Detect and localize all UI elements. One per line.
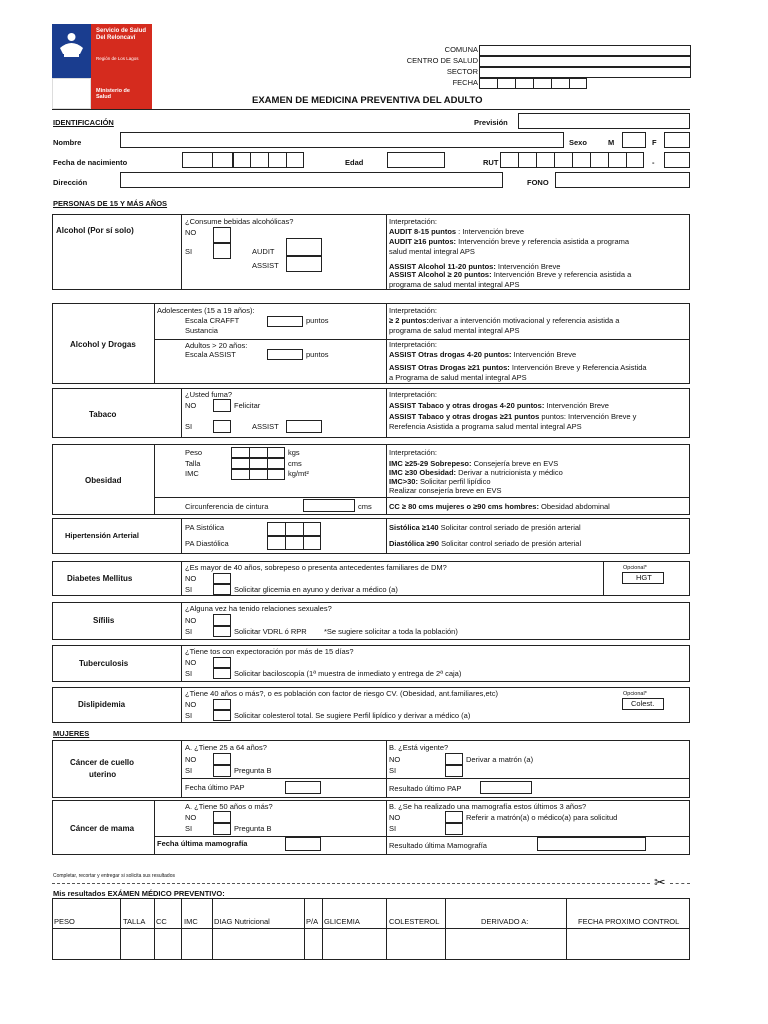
- alcohol-interp-6: programa de salud mental integral APS: [389, 280, 520, 289]
- rut-divider: [536, 152, 537, 168]
- tabaco-assist-label: ASSIST: [252, 422, 279, 431]
- tbc-question: ¿Tiene tos con expectoración por más de 15 días?: [185, 647, 354, 656]
- tabaco-interp-title: Interpretación:: [389, 390, 437, 399]
- diabetes-accion: Solicitar glicemia en ayuno y derivar a médico (a): [234, 585, 398, 594]
- diabetes-label: Diabetes Mellitus: [67, 574, 133, 583]
- logo-white-bar: [52, 78, 91, 109]
- dislip-accion: Solicitar colesterol total. Se sugiere Perfil lipídico y derivar a médico (a): [234, 711, 471, 720]
- nombre-field[interactable]: [120, 132, 564, 148]
- sector-field[interactable]: [479, 67, 691, 78]
- audit-field[interactable]: [286, 238, 322, 256]
- section-divider: [181, 645, 182, 682]
- mujeres-heading: MUJERES: [53, 729, 90, 738]
- hgt-label: HGT: [636, 573, 652, 582]
- section-divider: [181, 518, 182, 554]
- table-divider: [566, 898, 567, 960]
- imc-divider: [267, 469, 268, 480]
- circunferencia-field[interactable]: [303, 499, 355, 512]
- section-divider: [386, 740, 387, 798]
- alcohol-label: Alcohol (Por sí solo): [56, 226, 134, 235]
- obesidad-interp-2-b: IMC ≥30 Obesidad:: [389, 468, 457, 477]
- table-divider: [120, 898, 121, 960]
- diabetes-question: ¿Es mayor de 40 años, sobrepeso o presenta antecedentes familiares de DM?: [185, 563, 447, 572]
- logo-ministry: Ministerio de Salud: [96, 88, 130, 101]
- cancer-mama-label: Cáncer de mama: [70, 824, 135, 833]
- section-divider: [181, 687, 182, 723]
- sexo-m-label: M: [608, 138, 615, 147]
- personas-heading: PERSONAS DE 15 Y MÁS AÑOS: [53, 199, 168, 208]
- diastolica-field[interactable]: [267, 536, 321, 550]
- dislip-no: NO: [185, 700, 197, 709]
- rut-dv-field[interactable]: [664, 152, 690, 168]
- section-divider: [603, 561, 604, 596]
- direccion-field[interactable]: [120, 172, 503, 188]
- peso-divider: [249, 447, 250, 458]
- recortar-instruccion: Completar, recortar y entregar si solicita sus resultados: [53, 873, 175, 879]
- escala-assist-label: Escala ASSIST: [185, 350, 236, 359]
- logo: [52, 24, 152, 109]
- cancer-cu-pregunta-b: Pregunta B: [234, 766, 272, 775]
- obesidad-interp-3: Solicitar perfil lipídico: [417, 477, 491, 486]
- imc-label: IMC: [185, 469, 199, 478]
- cancer-cu-si: SI: [185, 766, 193, 775]
- logo-red-panel: [91, 24, 152, 109]
- col-fecha-control: FECHA PROXIMO CONTROL: [578, 917, 680, 926]
- adultos-label: Adultos > 20 años:: [185, 341, 248, 350]
- col-colesterol: COLESTEROL: [389, 917, 440, 926]
- section-divider: [181, 388, 182, 438]
- tabaco-label: Tabaco: [89, 410, 117, 419]
- cancer-cu-question-a: A. ¿Tiene 25 a 64 años?: [185, 743, 267, 752]
- sexo-label: Sexo: [569, 138, 587, 147]
- fecha-nac-divider: [212, 152, 213, 168]
- table-divider: [181, 898, 182, 960]
- alcohol-interp-5: Intervención Breve y referencia asistida a: [491, 270, 632, 279]
- tabaco-no-checkbox[interactable]: [213, 399, 231, 412]
- resultado-mamografia-label: Resultado última Mamografía: [389, 841, 487, 850]
- rut-label: RUT: [483, 158, 499, 167]
- tabaco-assist-field[interactable]: [286, 420, 322, 433]
- section-divider: [386, 214, 387, 290]
- crafft-label: Escala CRAFFT: [185, 316, 240, 325]
- talla-divider: [267, 458, 268, 469]
- direccion-label: Dirección: [53, 178, 88, 187]
- circunferencia-unit: cms: [358, 502, 372, 511]
- fecha-nac-divider: [286, 152, 287, 168]
- sifilis-si: SI: [185, 627, 193, 636]
- cancer-cu-question-b: B. ¿Está vigente?: [389, 743, 449, 752]
- tabaco-si: SI: [185, 422, 193, 431]
- fecha-divider: [533, 78, 534, 89]
- rut-divider: [518, 152, 519, 168]
- col-peso: PESO: [54, 917, 75, 926]
- drogas-label: Alcohol y Drogas: [70, 340, 136, 349]
- table-divider: [386, 898, 387, 960]
- talla-label: Talla: [185, 459, 201, 468]
- talla-divider: [249, 458, 250, 469]
- sector-label: SECTOR: [446, 67, 478, 76]
- identificacion-heading: IDENTIFICACIÓN: [53, 118, 114, 127]
- page-title: EXAMEN DE MEDICINA PREVENTIVA DEL ADULTO: [252, 95, 483, 106]
- cancer-cu-si-checkbox[interactable]: [213, 765, 231, 777]
- sistolica-divider: [285, 522, 286, 536]
- section-divider: [386, 800, 387, 855]
- drogas-interp-2: programa de salud mental integral APS: [389, 326, 520, 335]
- obesidad-interp-title: Interpretación:: [389, 448, 437, 457]
- cancer-cu-b-si-checkbox[interactable]: [445, 765, 463, 777]
- fecha-mamografia-field[interactable]: [285, 837, 321, 851]
- rut-divider: [590, 152, 591, 168]
- cancer-mama-no: NO: [185, 813, 197, 822]
- section-divider: [181, 214, 182, 290]
- cancer-cu-b-no-checkbox[interactable]: [445, 753, 463, 765]
- obesidad-cc: Obesidad abdominal: [538, 502, 610, 511]
- fecha-mamografia-label: Fecha última mamografía: [157, 839, 248, 848]
- cancer-cu-b-si: SI: [389, 766, 397, 775]
- tabaco-interp-3: Rerefencia Asistida a programa salud mental integral APS: [389, 422, 582, 431]
- imc-divider: [249, 469, 250, 480]
- cancer-cu-label-2: uterino: [89, 770, 117, 779]
- logo-shield: [52, 24, 91, 78]
- col-imc: IMC: [184, 917, 198, 926]
- circunferencia-label: Circunferencia de cintura: [185, 502, 269, 511]
- cut-line-end: [670, 883, 690, 884]
- col-derivado: DERIVADO A:: [481, 917, 529, 926]
- obesidad-label: Obesidad: [85, 476, 122, 485]
- dislip-label: Dislipidemia: [78, 700, 126, 709]
- comuna-label: COMUNA: [444, 45, 478, 54]
- sexo-f-label: F: [652, 138, 657, 147]
- adolescentes-label: Adolescentes (15 a 19 años):: [157, 306, 255, 315]
- resultado-pap-label: Resultado último PAP: [389, 784, 462, 793]
- drogas-interp2-title: Interpretación:: [389, 340, 437, 349]
- kgm2-unit: kg/mt²: [288, 469, 309, 478]
- alcohol-interp-title: Interpretación:: [389, 217, 437, 226]
- peso-divider: [267, 447, 268, 458]
- tabaco-interp-1-b: ASSIST Tabaco y otras drogas 4-20 puntos:: [389, 401, 545, 410]
- table-divider: [304, 898, 305, 960]
- alcohol-question: ¿Consume bebidas alcohólicas?: [185, 217, 294, 226]
- cancer-cu-label-1: Cáncer de cuello: [70, 758, 135, 767]
- fecha-nac-label: Fecha de nacimiento: [53, 158, 128, 167]
- sifilis-label: Sífilis: [93, 616, 115, 625]
- dislip-opcional: Opcional*: [623, 691, 647, 697]
- sexo-f-checkbox[interactable]: [664, 132, 690, 148]
- cancer-mama-question-b: B. ¿Se ha realizado una mamografía estos últimos 3 años?: [389, 802, 587, 811]
- tabaco-interp-2: puntos: Intervención Breve y: [539, 412, 637, 421]
- sifilis-accion: Solicitar VDRL ó RPR: [234, 627, 307, 636]
- tabaco-si-checkbox[interactable]: [213, 420, 231, 433]
- alcohol-no: NO: [185, 228, 197, 237]
- cancer-mama-pregunta-b: Pregunta B: [234, 824, 272, 833]
- kgs-unit: kgs: [288, 448, 300, 457]
- crafft-puntos: puntos: [306, 316, 329, 325]
- resultados-table: [52, 898, 690, 960]
- rut-divider: [572, 152, 573, 168]
- drogas-interp-5: a Programa de salud mental integral APS: [389, 373, 527, 382]
- drogas-interp-3: Intervención Breve: [511, 350, 577, 359]
- nombre-label: Nombre: [53, 138, 82, 147]
- diastolica-divider: [285, 536, 286, 550]
- fecha-label: FECHA: [452, 78, 478, 87]
- tbc-si-checkbox[interactable]: [213, 668, 231, 679]
- peso-label: Peso: [185, 448, 203, 457]
- alcohol-interp-5-b: ASSIST Alcohol ≥ 20 puntos:: [389, 270, 492, 279]
- cancer-cu-no-checkbox[interactable]: [213, 753, 231, 765]
- cancer-mama-b-no-checkbox[interactable]: [445, 811, 463, 823]
- sustancia-label: Sustancia: [185, 326, 218, 335]
- obesidad-interp-3-b: IMC>30:: [389, 477, 418, 486]
- peso-field[interactable]: [231, 447, 285, 458]
- cancer-cu-section: [52, 740, 690, 798]
- section-divider: [181, 740, 182, 798]
- cancer-mama-si: SI: [185, 824, 193, 833]
- fecha-divider: [497, 78, 498, 89]
- sistolica-field[interactable]: [267, 522, 321, 536]
- fecha-pap-label: Fecha último PAP: [185, 783, 245, 792]
- obesidad-interp-1: Consejería breve en EVS: [471, 459, 559, 468]
- hta-interp-2: Solicitar control seriado de presión arterial: [438, 539, 582, 548]
- drogas-interp-1: derivar a intervención motivacional y referencia asistida a: [428, 316, 620, 325]
- fecha-divider: [551, 78, 552, 89]
- scissors-icon: ✂: [654, 874, 666, 890]
- resultado-mamografia-field[interactable]: [537, 837, 646, 851]
- assist-field[interactable]: [286, 256, 322, 272]
- tabaco-interp-2-b: ASSIST Tabaco y otras drogas ≥21 puntos: [389, 412, 540, 421]
- diastolica-divider: [303, 536, 304, 550]
- alcohol-interp-2-b: AUDIT ≥16 puntos:: [389, 237, 457, 246]
- rut-divider: [626, 152, 627, 168]
- imc-field[interactable]: [231, 469, 285, 480]
- fecha-nac-divider: [268, 152, 269, 168]
- dislip-si: SI: [185, 711, 193, 720]
- section-divider: [386, 388, 387, 438]
- centro-label: CENTRO DE SALUD: [406, 56, 478, 65]
- felicitar-label: Felicitar: [234, 401, 261, 410]
- diabetes-si-checkbox[interactable]: [213, 584, 231, 595]
- diastolica-label: PA Diastólica: [185, 539, 229, 548]
- mis-resultados-title: Mis resultados EXÁMEN MÉDICO PREVENTIVO:: [53, 889, 225, 898]
- assist-label: ASSIST: [252, 261, 279, 270]
- cancer-mama-b-no: NO: [389, 813, 401, 822]
- diabetes-opcional: Opcional*: [623, 565, 647, 571]
- title-rule: [52, 109, 690, 110]
- tabaco-interp-1: Intervención Breve: [544, 401, 609, 410]
- alcohol-interp-2: Intervención breve y referencia asistida a programa: [456, 237, 630, 246]
- tbc-no: NO: [185, 658, 197, 667]
- hta-interp-1-b: Sistólica ≥140: [389, 523, 439, 532]
- alcohol-no-checkbox[interactable]: [213, 227, 231, 243]
- fono-label: FONO: [527, 178, 549, 187]
- edad-field[interactable]: [387, 152, 445, 168]
- table-divider: [212, 898, 213, 960]
- section-divider: [181, 561, 182, 596]
- fecha-divider: [515, 78, 516, 89]
- tbc-si: SI: [185, 669, 193, 678]
- section-divider: [154, 303, 155, 384]
- section-divider: [386, 444, 387, 515]
- obesidad-interp-2: Derivar a nutricionista y médico: [456, 468, 563, 477]
- sifilis-no: NO: [185, 616, 197, 625]
- resultado-pap-field[interactable]: [480, 781, 532, 794]
- section-divider: [154, 800, 155, 855]
- col-talla: TALLA: [123, 917, 146, 926]
- cancer-mama-b-si-checkbox[interactable]: [445, 823, 463, 835]
- crafft-field[interactable]: [267, 316, 303, 327]
- obesidad-interp-4: Realizar consejería breve en EVS: [389, 486, 502, 495]
- hta-interp-1: Solicitar control seriado de presión arterial: [438, 523, 581, 532]
- comuna-field[interactable]: [479, 45, 691, 56]
- fecha-nac-divider: [232, 152, 234, 168]
- rut-divider: [608, 152, 609, 168]
- sifilis-nota: *Se sugiere solicitar a toda la población): [324, 627, 458, 636]
- colest-label: Colest.: [631, 699, 655, 708]
- diabetes-si: SI: [185, 585, 193, 594]
- cancer-mama-si-checkbox[interactable]: [213, 823, 231, 835]
- logo-institution: Servicio de Salud Del Reloncaví: [96, 28, 147, 41]
- drogas-interp-3-b: ASSIST Otras drogas 4-20 puntos:: [389, 350, 512, 359]
- fecha-nac-divider: [250, 152, 251, 168]
- tbc-accion: Solicitar baciloscopía (1ª muestra de inmediato y entrega de 2ª caja): [234, 669, 462, 678]
- fono-field[interactable]: [555, 172, 690, 188]
- sifilis-no-checkbox[interactable]: [213, 614, 231, 626]
- section-divider: [181, 602, 182, 640]
- section-divider: [154, 497, 690, 498]
- assist-puntos: puntos: [306, 350, 329, 359]
- alcohol-interp-4-b: ASSIST Alcohol 11-20 puntos:: [389, 262, 496, 271]
- col-cc: CC: [156, 917, 167, 926]
- alcohol-interp-3: salud mental integral APS: [389, 247, 475, 256]
- cancer-mama-no-checkbox[interactable]: [213, 811, 231, 823]
- alcohol-si-checkbox[interactable]: [213, 243, 231, 259]
- sifilis-question: ¿Alguna vez ha tenido relaciones sexuales?: [185, 604, 332, 613]
- dislip-si-checkbox[interactable]: [213, 710, 231, 721]
- tabaco-question: ¿Usted fuma?: [185, 390, 233, 399]
- cancer-cu-no: NO: [185, 755, 197, 764]
- cut-line: [52, 883, 650, 884]
- prevision-field[interactable]: [518, 113, 690, 129]
- drogas-interp-4-b: ASSIST Otras Drogas ≥21 puntos:: [389, 363, 510, 372]
- cancer-cu-b-no: NO: [389, 755, 401, 764]
- alcohol-interp-1: : Intervención breve: [456, 227, 525, 236]
- section-divider: [181, 778, 690, 779]
- col-pa: P/A: [306, 917, 319, 926]
- rut-dash: -: [652, 158, 655, 167]
- drogas-interp-4: Intervención Breve y Referencia Asistida: [509, 363, 647, 372]
- escala-assist-field[interactable]: [267, 349, 303, 360]
- section-divider: [154, 444, 155, 515]
- hta-interp-2-b: Diastólica ≥90: [389, 539, 439, 548]
- cancer-cu-derivar: Derivar a matrón (a): [466, 755, 534, 764]
- logo-region: Región de Los Lagos: [96, 56, 139, 61]
- edad-label: Edad: [345, 158, 364, 167]
- prevision-label: Previsión: [474, 118, 508, 127]
- cancer-mama-referir: Referir a matrón(a) o médico(a) para solicitud: [466, 813, 618, 822]
- table-divider: [445, 898, 446, 960]
- obesidad-cc-b: CC ≥ 80 cms mujeres o ≥90 cms hombres:: [389, 502, 539, 511]
- table-divider: [322, 898, 323, 960]
- audit-label: AUDIT: [252, 247, 275, 256]
- sistolica-label: PA Sistólica: [185, 523, 225, 532]
- tabaco-no: NO: [185, 401, 197, 410]
- table-divider: [52, 928, 690, 929]
- sexo-m-checkbox[interactable]: [622, 132, 646, 148]
- section-divider: [386, 303, 387, 384]
- obesidad-interp-1-b: IMC ≥25-29 Sobrepeso:: [389, 459, 472, 468]
- fecha-divider: [569, 78, 570, 89]
- diabetes-no-checkbox[interactable]: [213, 573, 231, 584]
- cancer-mama-b-si: SI: [389, 824, 397, 833]
- sifilis-si-checkbox[interactable]: [213, 626, 231, 637]
- alcohol-interp-4: Intervención Breve: [495, 262, 561, 271]
- alcohol-interp-1-b: AUDIT 8-15 puntos: [389, 227, 457, 236]
- rut-divider: [554, 152, 555, 168]
- alcohol-si: SI: [185, 247, 193, 256]
- section-divider: [386, 518, 387, 554]
- fecha-pap-field[interactable]: [285, 781, 321, 794]
- dislip-question: ¿Tiene 40 años o más?, o es población con factor de riesgo CV. (Obesidad, ant.familiares,etc): [185, 689, 498, 698]
- tbc-no-checkbox[interactable]: [213, 657, 231, 668]
- tbc-label: Tuberculosis: [79, 659, 129, 668]
- col-glicemia: GLICEMIA: [324, 917, 360, 926]
- dislip-no-checkbox[interactable]: [213, 699, 231, 710]
- hta-label: Hipertensión Arterial: [65, 531, 139, 540]
- centro-field[interactable]: [479, 56, 691, 67]
- cms-unit: cms: [288, 459, 302, 468]
- diabetes-no: NO: [185, 574, 197, 583]
- drogas-interp-1-b: ≥ 2 puntos:: [389, 316, 429, 325]
- talla-field[interactable]: [231, 458, 285, 469]
- table-divider: [154, 898, 155, 960]
- hta-section: [52, 518, 690, 554]
- col-diag: DIAG Nutricional: [214, 917, 270, 926]
- cancer-mama-question-a: A. ¿Tiene 50 años o más?: [185, 802, 273, 811]
- sistolica-divider: [303, 522, 304, 536]
- drogas-interp-title: Interpretación:: [389, 306, 437, 315]
